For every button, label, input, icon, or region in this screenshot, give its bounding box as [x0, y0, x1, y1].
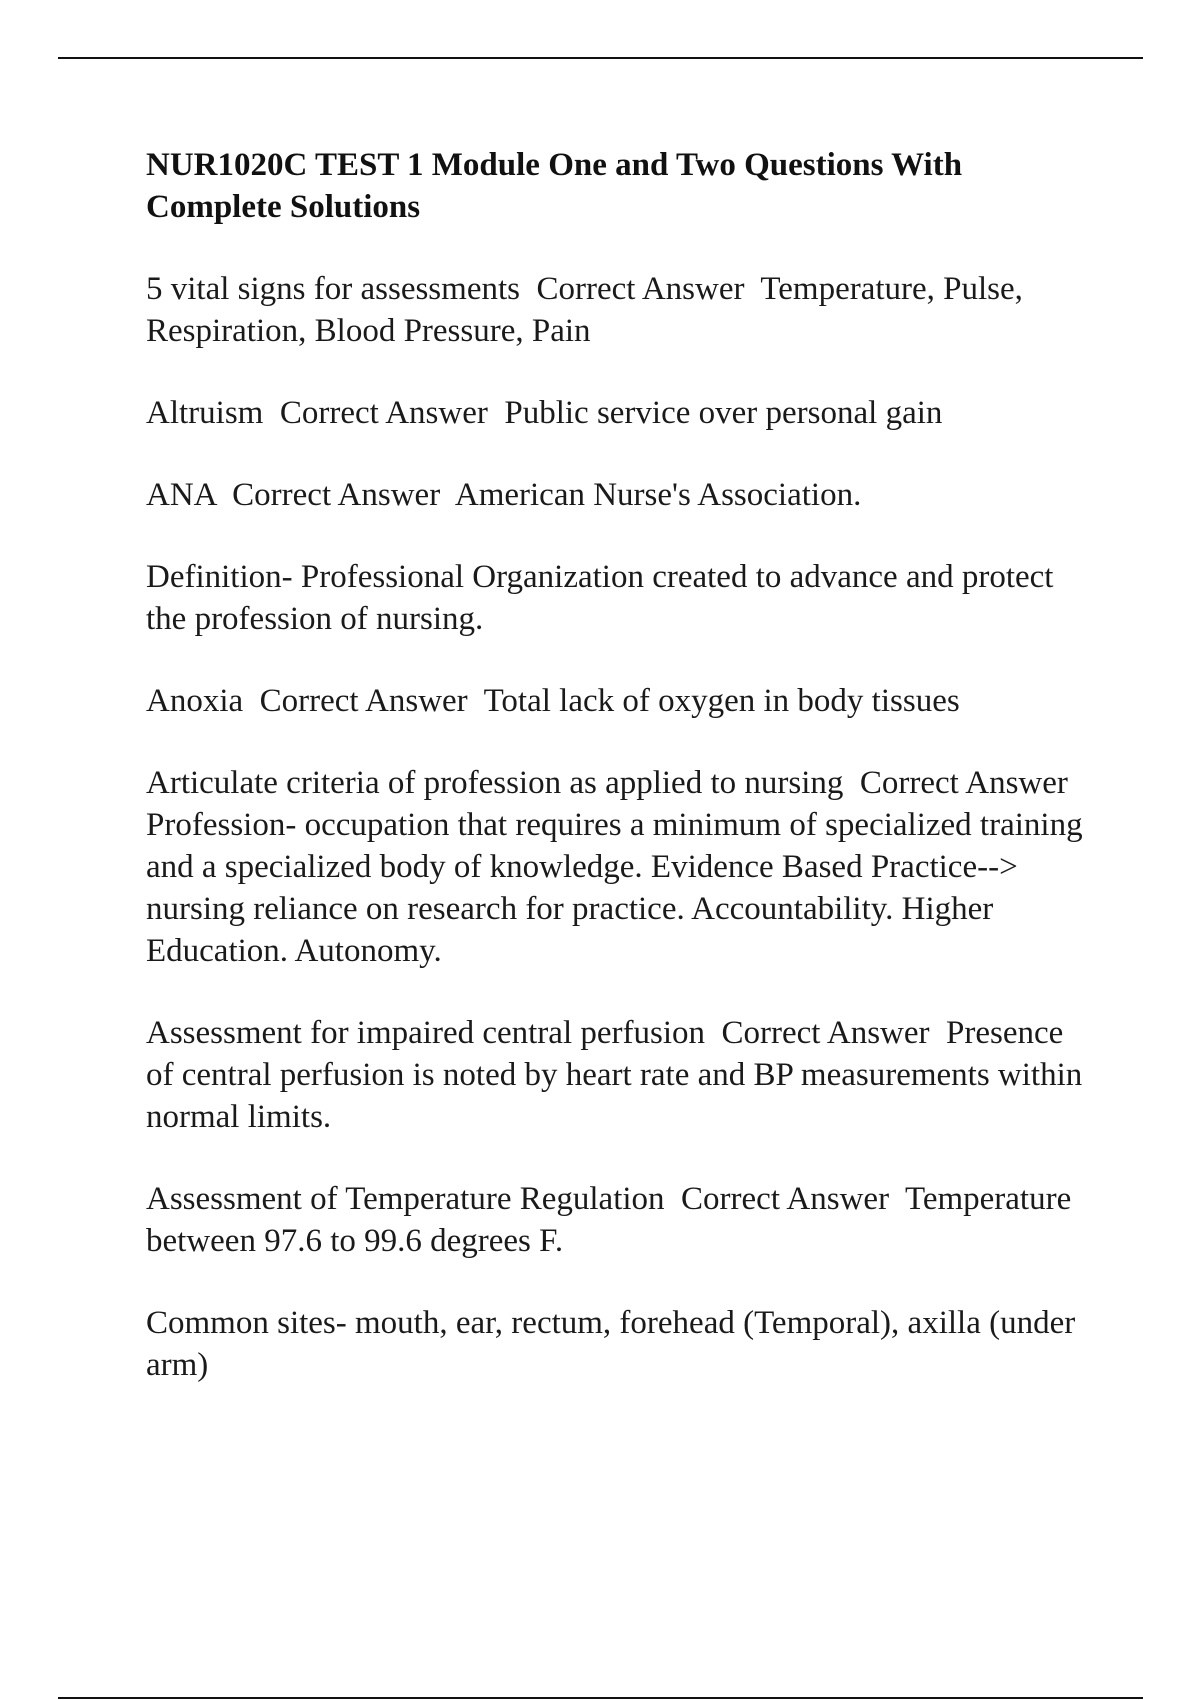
paragraph-vital-signs: 5 vital signs for assessments Correct Answer Temperature, Pulse, Respiration, Blood Pressure, Pain [146, 271, 1032, 349]
paragraph-ana: ANA Correct Answer American Nurse's Association. [146, 477, 862, 513]
bottom-divider [58, 1697, 1143, 1699]
paragraph-ana-definition: Definition- Professional Organization created to advance and protect the profession of nursing. [146, 559, 1062, 637]
paragraph-temperature-regulation: Assessment of Temperature Regulation Correct Answer Temperature between 97.6 to 99.6 degrees F. [146, 1181, 1080, 1259]
paragraph-altruism: Altruism Correct Answer Public service over personal gain [146, 395, 943, 431]
document-title: NUR1020C TEST 1 Module One and Two Questions With Complete Solutions [146, 147, 963, 225]
paragraph-central-perfusion: Assessment for impaired central perfusion Correct Answer Presence of central perfusion is noted by heart rate and BP measurements within normal limits. [146, 1015, 1091, 1135]
document-body [146, 144, 1091, 1426]
paragraph-common-sites: Common sites- mouth, ear, rectum, forehead (Temporal), axilla (under arm) [146, 1305, 1084, 1383]
top-divider [58, 57, 1143, 59]
paragraph-anoxia: Anoxia Correct Answer Total lack of oxygen in body tissues [146, 683, 960, 719]
paragraph-profession-criteria: Articulate criteria of profession as applied to nursing Correct Answer Profession- occupation that requires a minimum of specialized training and a specialized body of knowledge. Evidence Based Practice--> nursing reliance on research for practice. Accountability. Higher Education. Autonomy. [146, 765, 1091, 969]
